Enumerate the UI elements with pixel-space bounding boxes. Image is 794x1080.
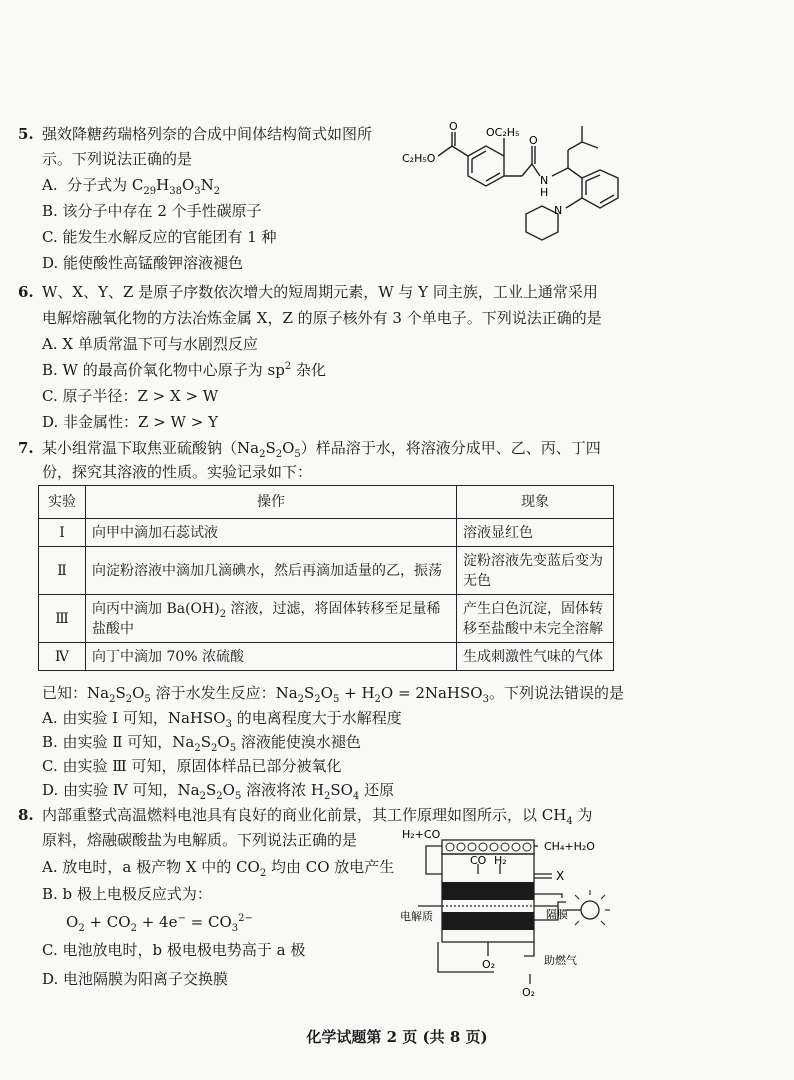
label-assist-gas: 助燃气 <box>544 954 577 967</box>
table-cell-ob: 淀粉溶液先变蓝后变为无色 <box>457 547 614 595</box>
fuel-cell-diagram <box>398 824 638 1004</box>
table-cell-op: 向甲中滴加石蕊试液 <box>86 519 457 547</box>
table-row <box>39 595 614 643</box>
table-header: 实验 <box>39 486 86 519</box>
table-cell-id: Ⅳ <box>39 643 86 671</box>
q5-stem-line2: 示。下列说法正确的是 <box>42 150 193 168</box>
mol-label-h: H <box>540 186 549 199</box>
label-x: X <box>556 869 565 883</box>
table-cell-op: 向淀粉溶液中滴加几滴碘水，然后再滴加适量的乙，振荡 <box>86 547 457 595</box>
q8-option-d: D. 电池隔膜为阳离子交换膜 <box>42 970 229 988</box>
q5-stem-line1: 强效降糖药瑞格列奈的合成中间体结构简式如图所 <box>42 125 373 143</box>
q7-option-d: D. 由实验 Ⅳ 可知，$Na_2S_2O_5$ 溶液将浓 $H_2SO_4$ 还原 <box>42 781 395 802</box>
molecule-structure <box>398 118 638 258</box>
label-ch4h2o: CH₄+H₂O <box>544 840 595 853</box>
mol-label-o2: O <box>529 134 538 147</box>
experiment-table <box>38 485 614 671</box>
page-footer: 化学试题第 2 页 (共 8 页) <box>306 1028 488 1046</box>
table-header-row <box>39 486 614 519</box>
q8-stem-line2: 原料，熔融碳酸盐为电解质。下列说法正确的是 <box>42 831 358 849</box>
label-o2-a: O₂ <box>482 958 496 971</box>
q7-stem-line2: 份，探究其溶液的性质。实验记录如下： <box>42 463 313 481</box>
table-row <box>39 547 614 595</box>
label-membrane: 隔膜 <box>546 908 568 921</box>
q5-option-b: B. 该分子中存在 2 个手性碳原子 <box>42 202 262 220</box>
q7-known: 已知：$Na_2S_2O_5$ 溶于水发生反应：$Na_2S_2O_5 + H_2O$ = 2NaHSO$_3$。下列说法错误的是 <box>42 684 624 705</box>
q6-option-b: B. W 的最高价氧化物中心原子为 $sp^2$ 杂化 <box>42 361 326 379</box>
table-header: 操作 <box>86 486 457 519</box>
table-cell-op: 向丁中滴加 70% 浓硫酸 <box>86 643 457 671</box>
q8-option-b: B. b 极上电极反应式为： <box>42 885 212 903</box>
q6-number: 6. <box>18 283 34 301</box>
q5-option-c: C. 能发生水解反应的官能团有 1 种 <box>42 228 277 246</box>
q8-stem-line1: 内部重整式高温燃料电池具有良好的商业化前景，其工作原理如图所示，以 $CH_4$ 为 <box>42 806 593 827</box>
q6-option-d: D. 非金属性：Z > W > Y <box>42 413 218 431</box>
mol-label-n2: N <box>554 204 563 217</box>
table-cell-id: Ⅱ <box>39 547 86 595</box>
mol-label-o1: O <box>449 120 458 133</box>
q5-option-a: A. 分子式为 $C_{29}H_{38}O_3N_2$ <box>42 176 221 197</box>
q7-stem-line1: 某小组常温下取焦亚硫酸钠$(Na_2S_2O_5)$样品溶于水，将溶液分成甲、乙、丙、丁四 <box>42 439 601 460</box>
label-co: CO <box>470 854 487 867</box>
mol-label-n: N <box>540 174 549 187</box>
label-electrolyte: 电解质 <box>400 910 433 923</box>
q7-number: 7. <box>18 439 34 457</box>
q6-stem-line2: 电解熔融氧化物的方法冶炼金属 X，Z 的原子核外有 3 个单电子。下列说法正确的是 <box>42 309 602 327</box>
table-header: 现象 <box>457 486 614 519</box>
table-cell-id: Ⅰ <box>39 519 86 547</box>
q8-option-c: C. 电池放电时，b 极电极电势高于 a 极 <box>42 941 306 959</box>
table-cell-id: Ⅲ <box>39 595 86 643</box>
mol-label-oc2h5: OC₂H₅ <box>486 126 520 139</box>
q6-stem-line1: W、X、Y、Z 是原子序数依次增大的短周期元素，W 与 Y 同主族，工业上通常采用 <box>42 283 598 301</box>
q6-option-a: A. X 单质常温下可与水剧烈反应 <box>42 335 258 353</box>
label-o2-b: O₂ <box>522 986 536 999</box>
q8-number: 8. <box>18 806 34 824</box>
q7-option-a: A. 由实验 Ⅰ 可知，NaHSO$_3$ 的电离程度大于水解程度 <box>42 709 402 730</box>
table-cell-ob: 产生白色沉淀，固体转移至盐酸中未完全溶解 <box>457 595 614 643</box>
table-row <box>39 519 614 547</box>
q7-option-b: B. 由实验 Ⅱ 可知，$Na_2S_2O_5$ 溶液能使溴水褪色 <box>42 733 361 754</box>
label-h2: H₂ <box>494 854 507 867</box>
label-h2co: H₂+CO <box>402 828 441 841</box>
q5-number: 5. <box>18 125 34 143</box>
table-cell-op: 向丙中滴加 $Ba(OH)_2$ 溶液，过滤，将固体转移至足量稀盐酸中 <box>86 595 457 643</box>
q8-option-a: A. 放电时，a 极产物 X 中的 $CO_2$ 均由 CO 放电产生 <box>42 858 395 879</box>
q7-option-c: C. 由实验 Ⅲ 可知，原固体样品已部分被氧化 <box>42 757 342 775</box>
table-cell-ob: 溶液显红色 <box>457 519 614 547</box>
table-cell-ob: 生成刺激性气味的气体 <box>457 643 614 671</box>
q6-option-c: C. 原子半径：Z > X > W <box>42 387 219 405</box>
table-row <box>39 643 614 671</box>
mol-label-c2h5o: C₂H₅O <box>402 152 436 165</box>
q5-option-d: D. 能使酸性高锰酸钾溶液褪色 <box>42 254 244 272</box>
q8-option-b-equation: $O_2 + CO_2 + 4e^- = CO_3^{2-}$ <box>66 913 253 934</box>
